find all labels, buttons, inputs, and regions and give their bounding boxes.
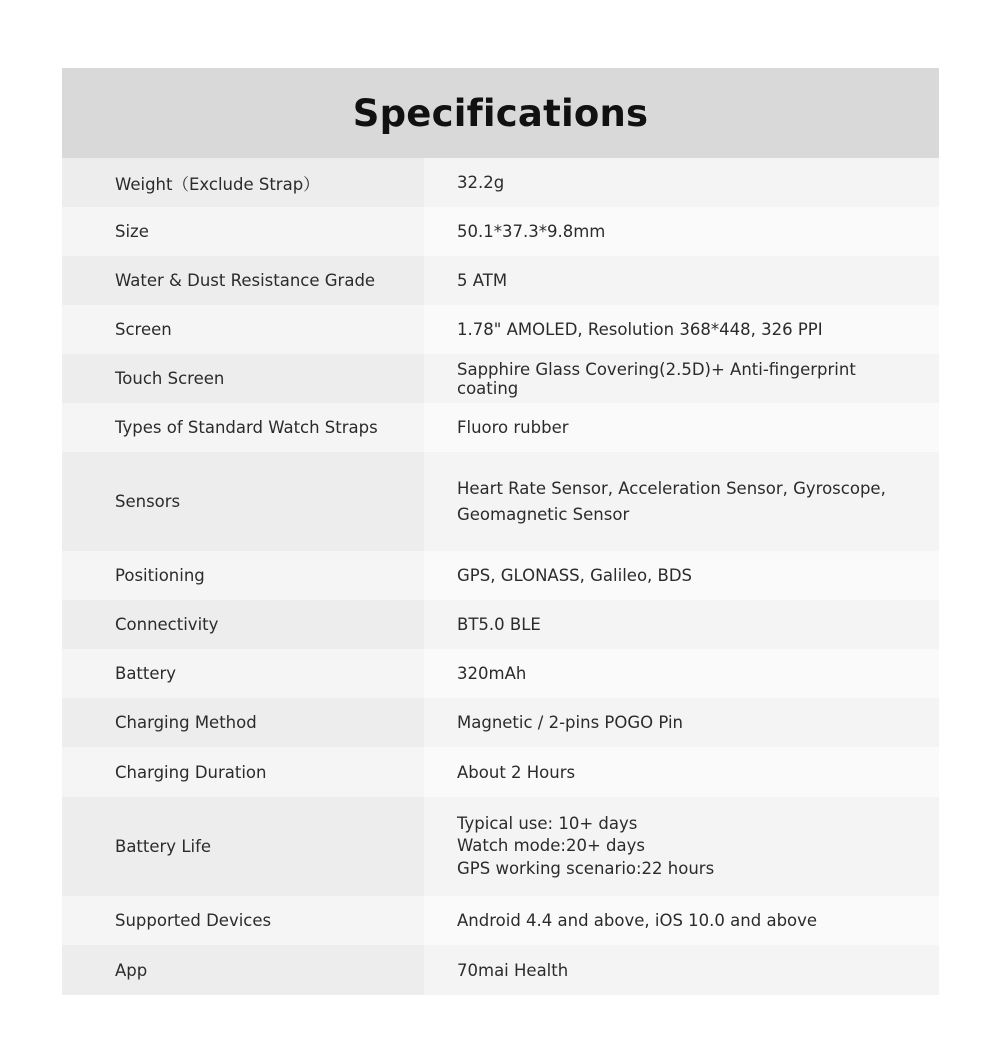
row-value-line: Typical use: 10+ days bbox=[457, 813, 638, 833]
table-row-positioning bbox=[62, 551, 939, 600]
row-label: Charging Method bbox=[62, 698, 424, 747]
row-label: Sensors bbox=[62, 452, 424, 551]
row-label: Types of Standard Watch Straps bbox=[62, 403, 424, 452]
row-label: Battery bbox=[62, 649, 424, 698]
table-row-battery-life bbox=[62, 797, 939, 896]
row-label: Water & Dust Resistance Grade bbox=[62, 256, 424, 305]
row-value: 320mAh bbox=[424, 649, 939, 698]
table-row-sensors bbox=[62, 452, 939, 551]
table-row-charging-method bbox=[62, 698, 939, 747]
row-value-line: GPS working scenario:22 hours bbox=[457, 858, 715, 878]
row-value: 1.78" AMOLED, Resolution 368*448, 326 PPI bbox=[424, 305, 939, 354]
row-label: Weight（Exclude Strap） bbox=[62, 158, 424, 207]
row-label: Connectivity bbox=[62, 600, 424, 649]
row-label: App bbox=[62, 945, 424, 995]
row-value bbox=[424, 452, 939, 551]
row-value: 5 ATM bbox=[424, 256, 939, 305]
table-row-connectivity bbox=[62, 600, 939, 649]
table-row-water-resistance bbox=[62, 256, 939, 305]
row-value: BT5.0 BLE bbox=[424, 600, 939, 649]
row-value: GPS, GLONASS, Galileo, BDS bbox=[424, 551, 939, 600]
row-value: Android 4.4 and above, iOS 10.0 and above bbox=[424, 896, 939, 945]
row-label: Charging Duration bbox=[62, 747, 424, 797]
row-label: Screen bbox=[62, 305, 424, 354]
row-value-line: Heart Rate Sensor, Acceleration Sensor, Gyroscope, bbox=[457, 478, 886, 498]
row-value: 50.1*37.3*9.8mm bbox=[424, 207, 939, 256]
specifications-table bbox=[62, 68, 939, 995]
table-row-supported-devices bbox=[62, 896, 939, 945]
specifications-header bbox=[62, 68, 939, 158]
table-row-size bbox=[62, 207, 939, 256]
page-title: Specifications bbox=[352, 91, 649, 135]
table-row-weight bbox=[62, 158, 939, 207]
table-row-battery bbox=[62, 649, 939, 698]
row-value: Sapphire Glass Covering(2.5D)+ Anti-fingerprint coating bbox=[424, 354, 939, 403]
row-label: Positioning bbox=[62, 551, 424, 600]
row-label: Supported Devices bbox=[62, 896, 424, 945]
row-value: 32.2g bbox=[424, 158, 939, 207]
table-row-straps bbox=[62, 403, 939, 452]
table-row-app bbox=[62, 945, 939, 995]
table-row-touch-screen bbox=[62, 354, 939, 403]
row-value: Fluoro rubber bbox=[424, 403, 939, 452]
row-value-line: Geomagnetic Sensor bbox=[457, 504, 630, 524]
table-row-screen bbox=[62, 305, 939, 354]
row-value bbox=[424, 797, 939, 896]
row-label: Size bbox=[62, 207, 424, 256]
row-value-line: Watch mode:20+ days bbox=[457, 836, 645, 856]
row-label: Battery Life bbox=[62, 797, 424, 896]
row-value: About 2 Hours bbox=[424, 747, 939, 797]
table-row-charging-duration bbox=[62, 747, 939, 797]
row-value: 70mai Health bbox=[424, 945, 939, 995]
row-label: Touch Screen bbox=[62, 354, 424, 403]
row-value: Magnetic / 2-pins POGO Pin bbox=[424, 698, 939, 747]
